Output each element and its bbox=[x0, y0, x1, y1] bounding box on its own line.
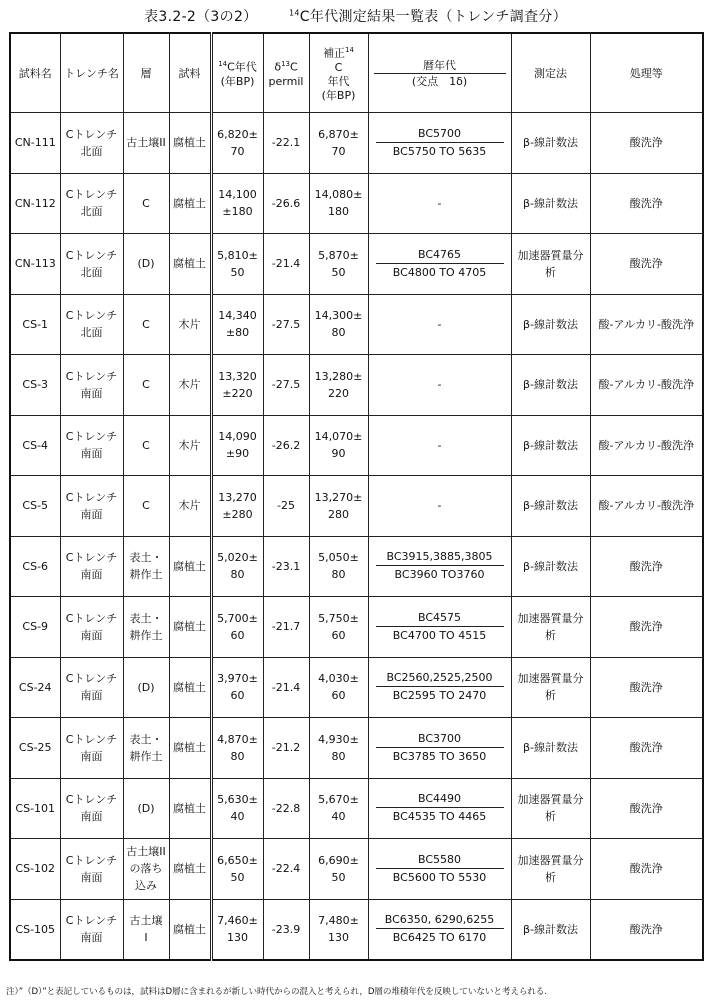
cell-sample-type: 腐植土 bbox=[169, 657, 211, 718]
table-row bbox=[10, 173, 703, 234]
cell-method: β-線計数法 bbox=[511, 355, 590, 416]
cell-corrected-c14: 5,870± 50 bbox=[309, 234, 368, 295]
calendar-range: BC3785 TO 3650 bbox=[392, 749, 487, 763]
header-layer: 層 bbox=[123, 33, 169, 113]
cell-c14-age: 4,870± 80 bbox=[211, 718, 263, 779]
calendar-range: BC5750 TO 5635 bbox=[392, 144, 487, 158]
cell-c14-age: 14,090 ±90 bbox=[211, 415, 263, 476]
table-row bbox=[10, 778, 703, 839]
table-row bbox=[10, 597, 703, 658]
cell-method: 加速器質量分 析 bbox=[511, 597, 590, 658]
cell-method: β-線計数法 bbox=[511, 173, 590, 234]
cell-trench: Cトレンチ 南面 bbox=[60, 355, 123, 416]
table-row bbox=[10, 294, 703, 355]
calendar-intercept: BC3700 bbox=[376, 731, 504, 748]
cell-calendar-age bbox=[368, 899, 511, 960]
calendar-intercept: BC5580 bbox=[376, 852, 504, 869]
cell-calendar-age bbox=[368, 355, 511, 416]
table-body bbox=[10, 113, 703, 960]
cell-method: 加速器質量分 析 bbox=[511, 778, 590, 839]
cell-layer: 古土壌II bbox=[123, 113, 169, 174]
header-calendar-age: 暦年代 (交点 1δ) bbox=[368, 33, 511, 113]
cell-trench: Cトレンチ 北面 bbox=[60, 113, 123, 174]
cell-delta13c: -22.1 bbox=[263, 113, 309, 174]
cell-trench: Cトレンチ 北面 bbox=[60, 294, 123, 355]
cell-trench: Cトレンチ 南面 bbox=[60, 657, 123, 718]
calendar-range: BC4800 TO 4705 bbox=[392, 265, 487, 279]
cell-sample-type: 腐植土 bbox=[169, 718, 211, 779]
cell-treatment: 酸洗浄 bbox=[590, 657, 703, 718]
cell-treatment: 酸洗浄 bbox=[590, 536, 703, 597]
cell-sample-id: CS-9 bbox=[10, 597, 60, 658]
cell-layer: 古土壌II の落ち 込み bbox=[123, 839, 169, 900]
cell-sample-id: CS-1 bbox=[10, 294, 60, 355]
cell-corrected-c14: 7,480± 130 bbox=[309, 899, 368, 960]
results-table bbox=[9, 32, 704, 961]
cell-corrected-c14: 14,300± 80 bbox=[309, 294, 368, 355]
cell-layer: 表土・ 耕作土 bbox=[123, 597, 169, 658]
cell-method: β-線計数法 bbox=[511, 415, 590, 476]
cell-corrected-c14: 6,870± 70 bbox=[309, 113, 368, 174]
cell-delta13c: -27.5 bbox=[263, 294, 309, 355]
header-method: 測定法 bbox=[511, 33, 590, 113]
cell-c14-age: 3,970± 60 bbox=[211, 657, 263, 718]
cell-c14-age: 5,700± 60 bbox=[211, 597, 263, 658]
cell-method: β-線計数法 bbox=[511, 113, 590, 174]
cell-layer: C bbox=[123, 355, 169, 416]
cell-trench: Cトレンチ 南面 bbox=[60, 415, 123, 476]
cell-sample-type: 腐植土 bbox=[169, 536, 211, 597]
cell-treatment: 酸洗浄 bbox=[590, 234, 703, 295]
cell-treatment: 酸洗浄 bbox=[590, 778, 703, 839]
header-treatment: 処理等 bbox=[590, 33, 703, 113]
cell-layer: C bbox=[123, 294, 169, 355]
calendar-intercept: BC2560,2525,2500 bbox=[376, 670, 504, 687]
cell-calendar-age bbox=[368, 718, 511, 779]
title-text: C年代測定結果一覧表（トレンチ調査分） bbox=[299, 9, 567, 25]
cell-trench: Cトレンチ 北面 bbox=[60, 173, 123, 234]
table-row bbox=[10, 657, 703, 718]
cell-corrected-c14: 13,280± 220 bbox=[309, 355, 368, 416]
cell-corrected-c14: 5,050± 80 bbox=[309, 536, 368, 597]
cell-delta13c: -23.9 bbox=[263, 899, 309, 960]
cell-c14-age: 6,650± 50 bbox=[211, 839, 263, 900]
cell-c14-age: 5,630± 40 bbox=[211, 778, 263, 839]
cell-layer: 古土壌 I bbox=[123, 899, 169, 960]
cell-method: β-線計数法 bbox=[511, 476, 590, 537]
cell-delta13c: -25 bbox=[263, 476, 309, 537]
cell-delta13c: -21.2 bbox=[263, 718, 309, 779]
cell-sample-type: 木片 bbox=[169, 294, 211, 355]
cell-treatment: 酸洗浄 bbox=[590, 173, 703, 234]
cell-c14-age: 14,340 ±80 bbox=[211, 294, 263, 355]
cell-calendar-age bbox=[368, 476, 511, 537]
cell-sample-id: CS-101 bbox=[10, 778, 60, 839]
table-row bbox=[10, 415, 703, 476]
cell-layer: C bbox=[123, 476, 169, 537]
header-sample-name: 試料名 bbox=[10, 33, 60, 113]
cell-trench: Cトレンチ 南面 bbox=[60, 899, 123, 960]
cell-sample-id: CS-5 bbox=[10, 476, 60, 537]
cell-c14-age: 7,460± 130 bbox=[211, 899, 263, 960]
calendar-intercept: BC6350, 6290,6255 bbox=[376, 912, 504, 929]
cell-delta13c: -21.4 bbox=[263, 234, 309, 295]
table-row bbox=[10, 718, 703, 779]
cell-method: 加速器質量分 析 bbox=[511, 234, 590, 295]
cell-delta13c: -21.7 bbox=[263, 597, 309, 658]
title-superscript: 14 bbox=[288, 8, 300, 18]
cell-delta13c: -21.4 bbox=[263, 657, 309, 718]
cell-delta13c: -26.6 bbox=[263, 173, 309, 234]
calendar-none: - bbox=[437, 317, 442, 331]
calendar-range: BC6425 TO 6170 bbox=[392, 931, 487, 944]
table-row bbox=[10, 536, 703, 597]
cell-sample-type: 腐植土 bbox=[169, 899, 211, 960]
page-title bbox=[0, 6, 711, 26]
cell-sample-id: CS-102 bbox=[10, 839, 60, 900]
calendar-range: BC4535 TO 4465 bbox=[392, 810, 487, 824]
cell-treatment: 酸-アルカリ-酸洗浄 bbox=[590, 476, 703, 537]
header-corrected-c14: 補正$^{14}$ C 年代 (年BP) bbox=[309, 33, 368, 113]
cell-sample-id: CS-4 bbox=[10, 415, 60, 476]
cell-trench: Cトレンチ 南面 bbox=[60, 476, 123, 537]
calendar-intercept: BC5700 bbox=[376, 126, 504, 143]
cell-calendar-age bbox=[368, 415, 511, 476]
cell-layer: (D) bbox=[123, 778, 169, 839]
cell-delta13c: -27.5 bbox=[263, 355, 309, 416]
cell-sample-id: CS-25 bbox=[10, 718, 60, 779]
cell-trench: Cトレンチ 南面 bbox=[60, 597, 123, 658]
calendar-none: - bbox=[437, 378, 442, 392]
cell-sample-id: CN-111 bbox=[10, 113, 60, 174]
cell-sample-id: CN-112 bbox=[10, 173, 60, 234]
cell-method: β-線計数法 bbox=[511, 718, 590, 779]
cell-calendar-age bbox=[368, 597, 511, 658]
cell-delta13c: -23.1 bbox=[263, 536, 309, 597]
cell-sample-type: 木片 bbox=[169, 415, 211, 476]
cell-sample-type: 木片 bbox=[169, 355, 211, 416]
cell-delta13c: -22.8 bbox=[263, 778, 309, 839]
cell-trench: Cトレンチ 南面 bbox=[60, 536, 123, 597]
cell-c14-age: 14,100 ±180 bbox=[211, 173, 263, 234]
cell-method: β-線計数法 bbox=[511, 899, 590, 960]
calendar-none: - bbox=[437, 499, 442, 513]
cell-corrected-c14: 6,690± 50 bbox=[309, 839, 368, 900]
cell-corrected-c14: 4,930± 80 bbox=[309, 718, 368, 779]
cell-corrected-c14: 13,270± 280 bbox=[309, 476, 368, 537]
cell-sample-type: 腐植土 bbox=[169, 597, 211, 658]
cell-trench: Cトレンチ 南面 bbox=[60, 718, 123, 779]
cell-treatment: 酸洗浄 bbox=[590, 113, 703, 174]
calendar-range: BC3960 TO3760 bbox=[394, 568, 485, 582]
cell-trench: Cトレンチ 南面 bbox=[60, 778, 123, 839]
cell-method: β-線計数法 bbox=[511, 536, 590, 597]
table-row bbox=[10, 234, 703, 295]
cell-corrected-c14: 14,070± 90 bbox=[309, 415, 368, 476]
calendar-intercept: BC3915,3885,3805 bbox=[376, 549, 504, 566]
cell-c14-age: 5,020± 80 bbox=[211, 536, 263, 597]
cell-calendar-age bbox=[368, 536, 511, 597]
cell-sample-id: CS-6 bbox=[10, 536, 60, 597]
cell-layer: C bbox=[123, 415, 169, 476]
table-row bbox=[10, 899, 703, 960]
cell-layer: C bbox=[123, 173, 169, 234]
table-row bbox=[10, 113, 703, 174]
cell-trench: Cトレンチ 南面 bbox=[60, 839, 123, 900]
cell-calendar-age bbox=[368, 113, 511, 174]
cell-sample-type: 腐植土 bbox=[169, 113, 211, 174]
cell-corrected-c14: 5,670± 40 bbox=[309, 778, 368, 839]
cell-delta13c: -22.4 bbox=[263, 839, 309, 900]
table-row bbox=[10, 476, 703, 537]
calendar-none: - bbox=[437, 196, 442, 210]
cell-calendar-age bbox=[368, 234, 511, 295]
cell-corrected-c14: 14,080± 180 bbox=[309, 173, 368, 234]
footnote: 注）”（D）”と表記しているものは，試料はD層に含まれるが新しい時代からの混入と考えられ，D層の堆積年代を反映していないと考えられる. bbox=[6, 987, 547, 997]
cell-layer: (D) bbox=[123, 657, 169, 718]
cell-treatment: 酸洗浄 bbox=[590, 597, 703, 658]
cell-c14-age: 13,320 ±220 bbox=[211, 355, 263, 416]
calendar-intercept: BC4765 bbox=[376, 247, 504, 264]
calendar-range: BC2595 TO 2470 bbox=[392, 689, 487, 703]
cell-sample-type: 木片 bbox=[169, 476, 211, 537]
table-row bbox=[10, 355, 703, 416]
cell-delta13c: -26.2 bbox=[263, 415, 309, 476]
cell-treatment: 酸洗浄 bbox=[590, 718, 703, 779]
cell-sample-id: CS-3 bbox=[10, 355, 60, 416]
cell-treatment: 酸-アルカリ-酸洗浄 bbox=[590, 415, 703, 476]
cell-c14-age: 5,810± 50 bbox=[211, 234, 263, 295]
cell-calendar-age bbox=[368, 778, 511, 839]
cell-layer: 表土・ 耕作土 bbox=[123, 718, 169, 779]
cell-calendar-age bbox=[368, 294, 511, 355]
header-sample: 試料 bbox=[169, 33, 211, 113]
cell-trench: Cトレンチ 北面 bbox=[60, 234, 123, 295]
cell-sample-type: 腐植土 bbox=[169, 173, 211, 234]
cell-corrected-c14: 4,030± 60 bbox=[309, 657, 368, 718]
cell-treatment: 酸洗浄 bbox=[590, 899, 703, 960]
cell-sample-id: CS-24 bbox=[10, 657, 60, 718]
calendar-intercept: BC4575 bbox=[376, 610, 504, 627]
cell-calendar-age bbox=[368, 839, 511, 900]
calendar-range: BC4700 TO 4515 bbox=[392, 628, 487, 642]
cell-sample-id: CS-105 bbox=[10, 899, 60, 960]
cell-method: β-線計数法 bbox=[511, 294, 590, 355]
cell-sample-type: 腐植土 bbox=[169, 839, 211, 900]
header-delta13c: $\delta^{13}C$ permil bbox=[263, 33, 309, 113]
cell-treatment: 酸-アルカリ-酸洗浄 bbox=[590, 355, 703, 416]
table-row bbox=[10, 839, 703, 900]
calendar-range: BC5600 TO 5530 bbox=[392, 870, 487, 884]
cell-layer: 表土・ 耕作土 bbox=[123, 536, 169, 597]
cell-calendar-age bbox=[368, 173, 511, 234]
header-c14-age: $^{14}$C年代 (年BP) bbox=[211, 33, 263, 113]
cell-sample-type: 腐植土 bbox=[169, 778, 211, 839]
cell-sample-type: 腐植土 bbox=[169, 234, 211, 295]
header-row bbox=[10, 33, 703, 113]
cell-treatment: 酸-アルカリ-酸洗浄 bbox=[590, 294, 703, 355]
cell-sample-id: CN-113 bbox=[10, 234, 60, 295]
cell-corrected-c14: 5,750± 60 bbox=[309, 597, 368, 658]
table-number: 表3.2-2（3の2） bbox=[144, 9, 258, 25]
calendar-none: - bbox=[437, 438, 442, 452]
cell-method: 加速器質量分 析 bbox=[511, 657, 590, 718]
cell-c14-age: 13,270 ±280 bbox=[211, 476, 263, 537]
cell-calendar-age bbox=[368, 657, 511, 718]
calendar-intercept: BC4490 bbox=[376, 791, 504, 808]
cell-c14-age: 6,820± 70 bbox=[211, 113, 263, 174]
cell-method: 加速器質量分 析 bbox=[511, 839, 590, 900]
cell-layer: (D) bbox=[123, 234, 169, 295]
cell-treatment: 酸洗浄 bbox=[590, 839, 703, 900]
header-trench-name: トレンチ名 bbox=[60, 33, 123, 113]
